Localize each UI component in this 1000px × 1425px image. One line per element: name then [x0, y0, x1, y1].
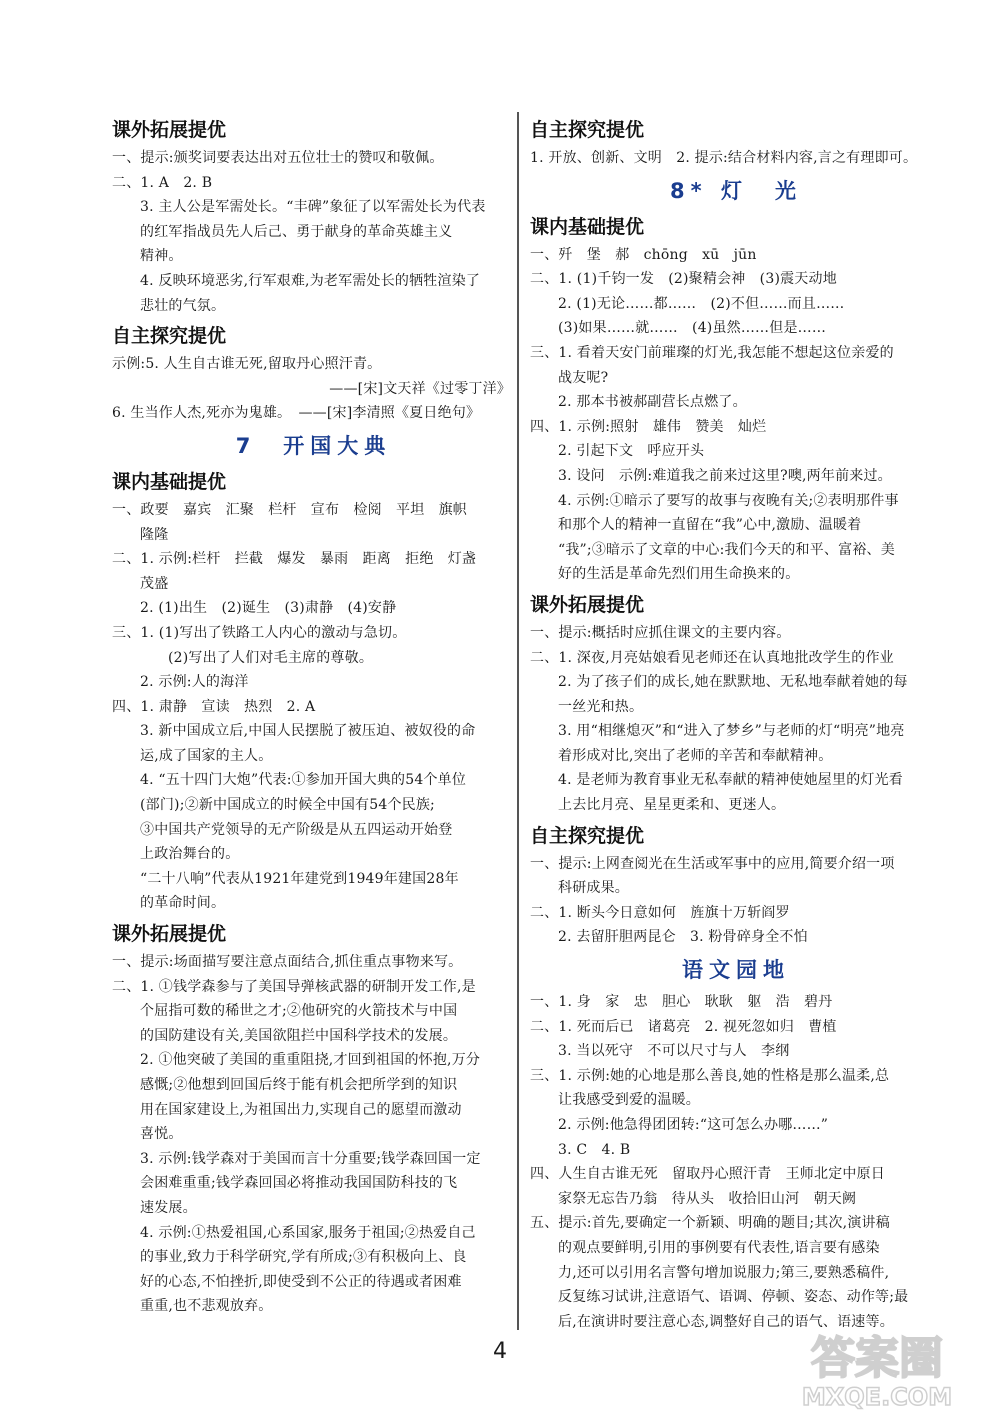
lesson-title: 7 开国大典	[235, 433, 392, 458]
answer-line: 二、1. 死而后已 诸葛亮 2. 视死忽如归 曹植	[530, 1018, 837, 1035]
left-column	[112, 112, 515, 1319]
svg-text:MXQE.COM: MXQE.COM	[801, 1383, 953, 1411]
answer-line: 重重,也不悲观放弃。	[140, 1298, 273, 1315]
answer-line: 个屈指可数的稀世之才;②他研究的火箭技术与中国	[140, 1003, 458, 1020]
answer-line: 茂盛	[140, 575, 169, 592]
answer-line: 好的心态,不怕挫折,即使受到不公正的待遇或者困难	[140, 1273, 462, 1290]
answer-line: 二、1. 深夜,月亮姑娘看见老师还在认真地批改学生的作业	[530, 649, 894, 666]
svg-text:答案圈: 答案圈	[811, 1333, 943, 1384]
answer-line: 用在国家建设上,为祖国出力,实现自己的愿望而激动	[140, 1101, 462, 1118]
section-heading: 自主探究提优	[530, 824, 645, 847]
answer-line: 反复练习试讲,注意语气、语调、停顿、姿态、动作等;最	[558, 1289, 909, 1306]
answer-line: 力,还可以引用名言警句增加说服力;第三,要熟悉稿件,	[558, 1264, 890, 1281]
answer-line: ——[宋]文天祥《过零丁洋》	[329, 380, 511, 397]
answer-line: 1. 开放、创新、文明 2. 提示:结合材料内容,言之有理即可。	[530, 150, 918, 166]
answer-line: (3)如果……就…… (4)虽然……但是……	[558, 320, 827, 337]
answer-line: 悲壮的气氛。	[140, 297, 226, 314]
section-heading: 课内基础提优	[530, 215, 645, 238]
lesson-title: 语文园地	[682, 958, 790, 983]
answer-line: 一、提示:上网查阅光在生活或军事中的应用,简要介绍一项	[530, 855, 895, 872]
answer-line: 的红军指战员先人后己、勇于献身的革命英雄主义	[140, 223, 453, 240]
answer-line: 精神。	[140, 248, 183, 265]
answer-line: “二十八响”代表从1921年建党到1949年建国28年	[140, 870, 459, 887]
answer-line: 上政治舞台的。	[140, 846, 240, 863]
answer-line: 一、提示:颁奖词要表达出对五位壮士的赞叹和敬佩。	[112, 150, 444, 166]
section-heading: 课外拓展提优	[112, 119, 227, 141]
answer-line: 四、1. 肃静 宣读 热烈 2. A	[112, 698, 316, 715]
answer-line: 四、1. 示例:照射 雄伟 赞美 灿烂	[530, 418, 767, 435]
answer-line: 2. 示例:人的海洋	[140, 674, 249, 691]
answer-line: 2. 示例:他急得团团转:“这可怎么办哪……”	[558, 1117, 829, 1133]
answer-line: 好的生活是革命先烈们用生命换来的。	[558, 566, 800, 583]
answer-line: 运,成了国家的主人。	[140, 747, 273, 764]
answer-line: 家祭无忘告乃翁 待从头 收拾旧山河 朝天阙	[558, 1190, 857, 1207]
answer-line: 二、1. A 2. B	[112, 174, 213, 191]
answer-line: 4. 示例:①暗示了要写的故事与夜晚有关;②表明那件事	[558, 492, 899, 509]
answer-line: 2. (1)出生 (2)诞生 (3)肃静 (4)安静	[140, 600, 397, 617]
answer-line: 会困难重重;钱学森回国必将推动我国国防科技的飞	[140, 1175, 458, 1192]
answer-line: 示例:5. 人生自古谁无死,留取丹心照汗青。	[112, 356, 382, 373]
answer-line: 2. (1)无论……都…… (2)不但……而且……	[558, 295, 845, 312]
answer-line: 喜悦。	[140, 1126, 183, 1143]
section-heading: 课外拓展提优	[530, 593, 645, 616]
answer-line: 3. 用“相继熄灭”和“进入了梦乡”与老师的灯“明亮”地亮	[558, 723, 905, 740]
answer-line: 感慨;②他想到回国后终于能有机会把所学到的知识	[140, 1077, 458, 1093]
section-heading: 自主探究提优	[112, 325, 227, 348]
answer-line: 速发展。	[140, 1199, 197, 1216]
section-heading: 课外拓展提优	[112, 923, 227, 946]
answer-line: 2. ①他突破了美国的重重阻挠,才回到祖国的怀抱,万分	[140, 1052, 481, 1069]
answer-line: 4. “五十四门大炮”代表:①参加开国大典的54个单位	[140, 772, 467, 789]
answer-line: 4. 示例:①热爱祖国,心系国家,服务于祖国;②热爱自己	[140, 1224, 476, 1241]
answer-line: 后,在演讲时要注意心态,调整好自己的语气、语速等。	[558, 1313, 894, 1330]
answer-line: 和那个人的精神一直留在“我”心中,激励、温暖着	[558, 517, 862, 534]
answer-line: 战友呢?	[558, 369, 609, 386]
answer-line: 6. 生当作人杰,死亦为鬼雄。 ——[宋]李清照《夏日绝句》	[112, 405, 481, 422]
section-heading: 自主探究提优	[530, 119, 645, 141]
answer-line: 四、人生自古谁无死 留取丹心照汗青 王师北定中原日	[530, 1166, 885, 1183]
watermark-logo	[772, 1321, 982, 1413]
answer-line: 3. 示例:钱学森对于美国而言十分重要;钱学森回国一定	[140, 1150, 481, 1167]
answer-line: 一、政要 嘉宾 汇聚 栏杆 宣布 检阅 平坦 旗帜	[112, 501, 467, 518]
answer-line: 一、1. 身 家 忠 胆心 耿耿 躯 浩 碧丹	[530, 994, 833, 1011]
answer-line: 的事业,致力于科学研究,学有所成;③有积极向上、良	[140, 1249, 467, 1266]
answer-line: 一、歼 堡 郝 chōng xū jūn	[530, 246, 757, 263]
answer-line: 着形成对比,突出了老师的辛苦和奉献精神。	[558, 747, 833, 764]
answer-line: 让我感受到爱的温暖。	[558, 1092, 700, 1109]
answer-line: 科研成果。	[558, 880, 629, 897]
section-heading: 课内基础提优	[112, 470, 227, 493]
answer-line: 一丝光和热。	[558, 698, 644, 715]
answer-line: 2. 去留肝胆两昆仑 3. 粉骨碎身全不怕	[558, 929, 808, 946]
answer-line: 二、1. (1)千钧一发 (2)聚精会神 (3)震天动地	[530, 271, 837, 288]
answer-line: 的革命时间。	[140, 895, 226, 912]
answer-line: 2. 那本书被郝副营长点燃了。	[558, 394, 747, 411]
answer-line: 五、提示:首先,要确定一个新颖、明确的题目;其次,演讲稿	[530, 1215, 890, 1232]
answer-line: 三、1. 看着天安门前璀璨的灯光,我怎能不想起这位亲爱的	[530, 344, 894, 361]
right-column	[530, 112, 942, 1334]
lesson-title: 8* 灯 光	[670, 178, 802, 203]
answer-line: 三、1. (1)写出了铁路工人内心的激动与急切。	[112, 624, 407, 641]
page-number: 4	[493, 1339, 507, 1364]
answer-line: 4. 是老师为教育事业无私奉献的精神使她屋里的灯光看	[558, 772, 904, 789]
answer-line: ③中国共产党领导的无产阶级是从五四运动开始登	[140, 821, 453, 838]
answer-line: 二、1. 示例:栏杆 拦截 爆发 暴雨 距离 拒绝 灯盏	[112, 551, 477, 568]
answer-line: 上去比月亮、星星更柔和、更迷人。	[558, 797, 786, 814]
answer-line: 三、1. 示例:她的心地是那么善良,她的性格是那么温柔,总	[530, 1067, 890, 1084]
column-divider	[517, 112, 519, 1330]
answer-line: 3. C 4. B	[558, 1141, 631, 1158]
answer-line: “我”;③暗示了文章的中心:我们今天的和平、富裕、美	[558, 541, 895, 558]
answer-line: 二、1. ①钱学森参与了美国导弹核武器的研制开发工作,是	[112, 978, 476, 995]
answer-line: 一、提示:场面描写要注意点面结合,抓住重点事物来写。	[112, 954, 463, 971]
answer-line: 一、提示:概括时应抓住课文的主要内容。	[530, 624, 791, 641]
answer-line: 3. 新中国成立后,中国人民摆脱了被压迫、被奴役的命	[140, 723, 476, 740]
answer-line: 3. 设问 示例:难道我之前来过这里?噢,两年前来过。	[558, 467, 892, 484]
answer-line: 2. 为了孩子们的成长,她在默默地、无私地奉献着她的每	[558, 674, 908, 691]
answer-line: 3. 当以死守 不可以尺寸与人 李纲	[558, 1043, 790, 1060]
answer-line: (部门);②新中国成立的时候全中国有54个民族;	[140, 797, 435, 814]
answer-line: 2. 引起下文 呼应开头	[558, 443, 705, 460]
answer-line: 4. 反映环境恶劣,行军艰难,为老军需处长的牺牲渲染了	[140, 272, 481, 289]
answer-line: 的观点要鲜明,引用的事例要有代表性,语言要有感染	[558, 1239, 880, 1256]
answer-line: 3. 主人公是军需处长。“丰碑”象征了以军需处长为代表	[140, 199, 486, 216]
answer-line: 隆隆	[140, 526, 169, 543]
answer-line: 的国防建设有关,美国欲阻拦中国科学技术的发展。	[140, 1027, 458, 1044]
answer-line: (2)写出了人们对毛主席的尊敬。	[168, 649, 374, 666]
answer-line: 二、1. 断头今日意如何 旌旗十万斩阎罗	[530, 904, 790, 921]
